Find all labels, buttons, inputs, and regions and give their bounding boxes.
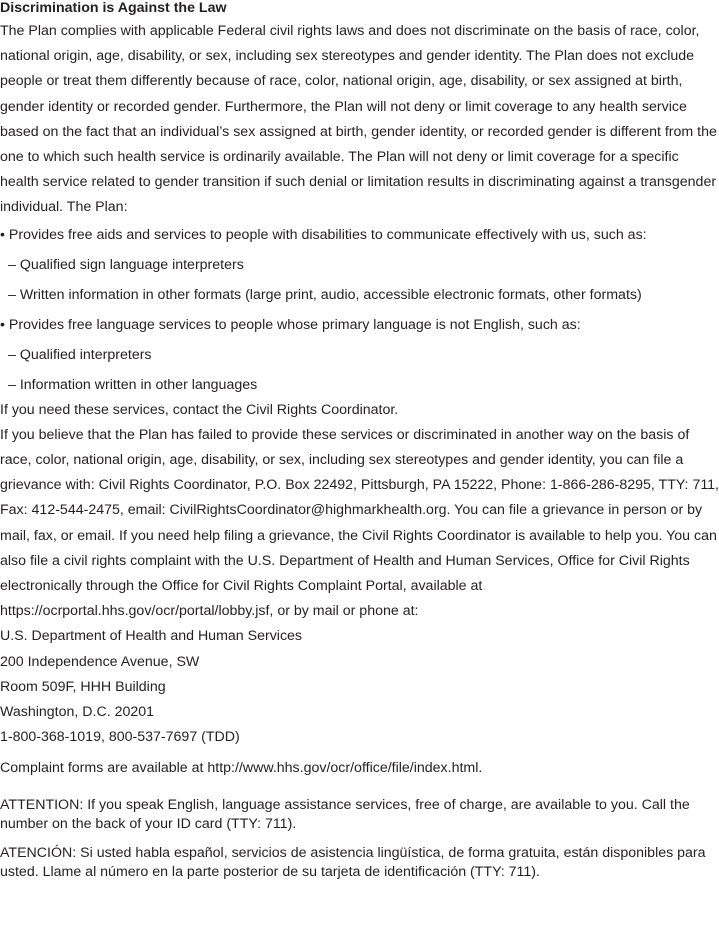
complaint-forms-line: Complaint forms are available at http://www.hhs.gov/ocr/office/file/index.html. [0,760,483,777]
sub-item-other-formats: – Written information in other formats (large print, audio, accessible electronic formats, other formats) [8,286,642,303]
bullet-language-services: • Provides free language services to people whose primary language is not English, such as: [0,316,581,333]
address-line: Washington, D.C. 20201 [0,704,155,721]
sub-item-sign-language: – Qualified sign language interpreters [8,256,244,273]
sub-item-qualified-interpreters: – Qualified interpreters [8,346,152,363]
address-line: 200 Independence Avenue, SW [0,653,200,670]
bullet-disability-services: • Provides free aids and services to people with disabilities to communicate effectively with us, such as: [0,226,647,243]
sub-item-other-languages: – Information written in other languages [8,376,258,393]
notice-heading: Discrimination is Against the Law [0,0,227,16]
hhs-address-block [0,624,719,750]
attention-spanish: ATENCIÓN: Si usted habla español, servicios de asistencia lingüística, de forma gratuita, están disponibles para usted. Llame al número en la parte posterior de su tarjeta de identificación (TTY: 711). [0,844,706,880]
intro-paragraph: The Plan complies with applicable Federal civil rights laws and does not discriminate on the basis of race, color, national origin, age, disability, or sex, including sex stereotypes and gender identity. The Plan does not exclude people or treat them differently because of race, color, national origin, age, disability, or sex assigned at birth, gender identity or recorded gender. Furthermore, the Plan will not deny or limit coverage to any health service based on the fact that an individual’s sex assigned at birth, gender identity, or recorded gender is different from the one to which such health service is ordinarily available. The Plan will not deny or limit coverage for a specific health service related to gender transition if such denial or limitation results in discriminating against a transgender individual. The Plan: [0,23,717,216]
attention-english: ATTENTION: If you speak English, language assistance services, free of charge, are available to you. Call the number on the back of your ID card (TTY: 711). [0,796,690,832]
address-line: Room 509F, HHH Building [0,678,166,695]
address-line: 1-800-368-1019, 800-537-7697 (TDD) [0,729,240,746]
contact-line: If you need these services, contact the Civil Rights Coordinator. [0,401,399,418]
grievance-paragraph: If you believe that the Plan has failed to provide these services or discriminated in another way on the basis of race, color, national origin, age, disability, or sex, including sex stereotypes and gender identity, you can file a grievance with: Civil Rights Coordinator, P.O. Box 22492, Pittsburgh, PA 15222, Phone: 1-866-286-8295, TTY: 711, Fax: 412-544-2475, email: CivilRightsCoordinator@highmarkhealth.org. You can file a grievance in person or by mail, fax, or email. If you need help filing a grievance, the Civil Rights Coordinator is available to help you. You can also file a civil rights complaint with the U.S. Department of Health and Human Services, Office for Civil Rights electronically through the Office for Civil Rights Complaint Portal, available at https://ocrportal.hhs.gov/ocr/portal/lobby.jsf, or by mail or phone at: [0,426,719,620]
address-line: U.S. Department of Health and Human Services [0,628,303,645]
